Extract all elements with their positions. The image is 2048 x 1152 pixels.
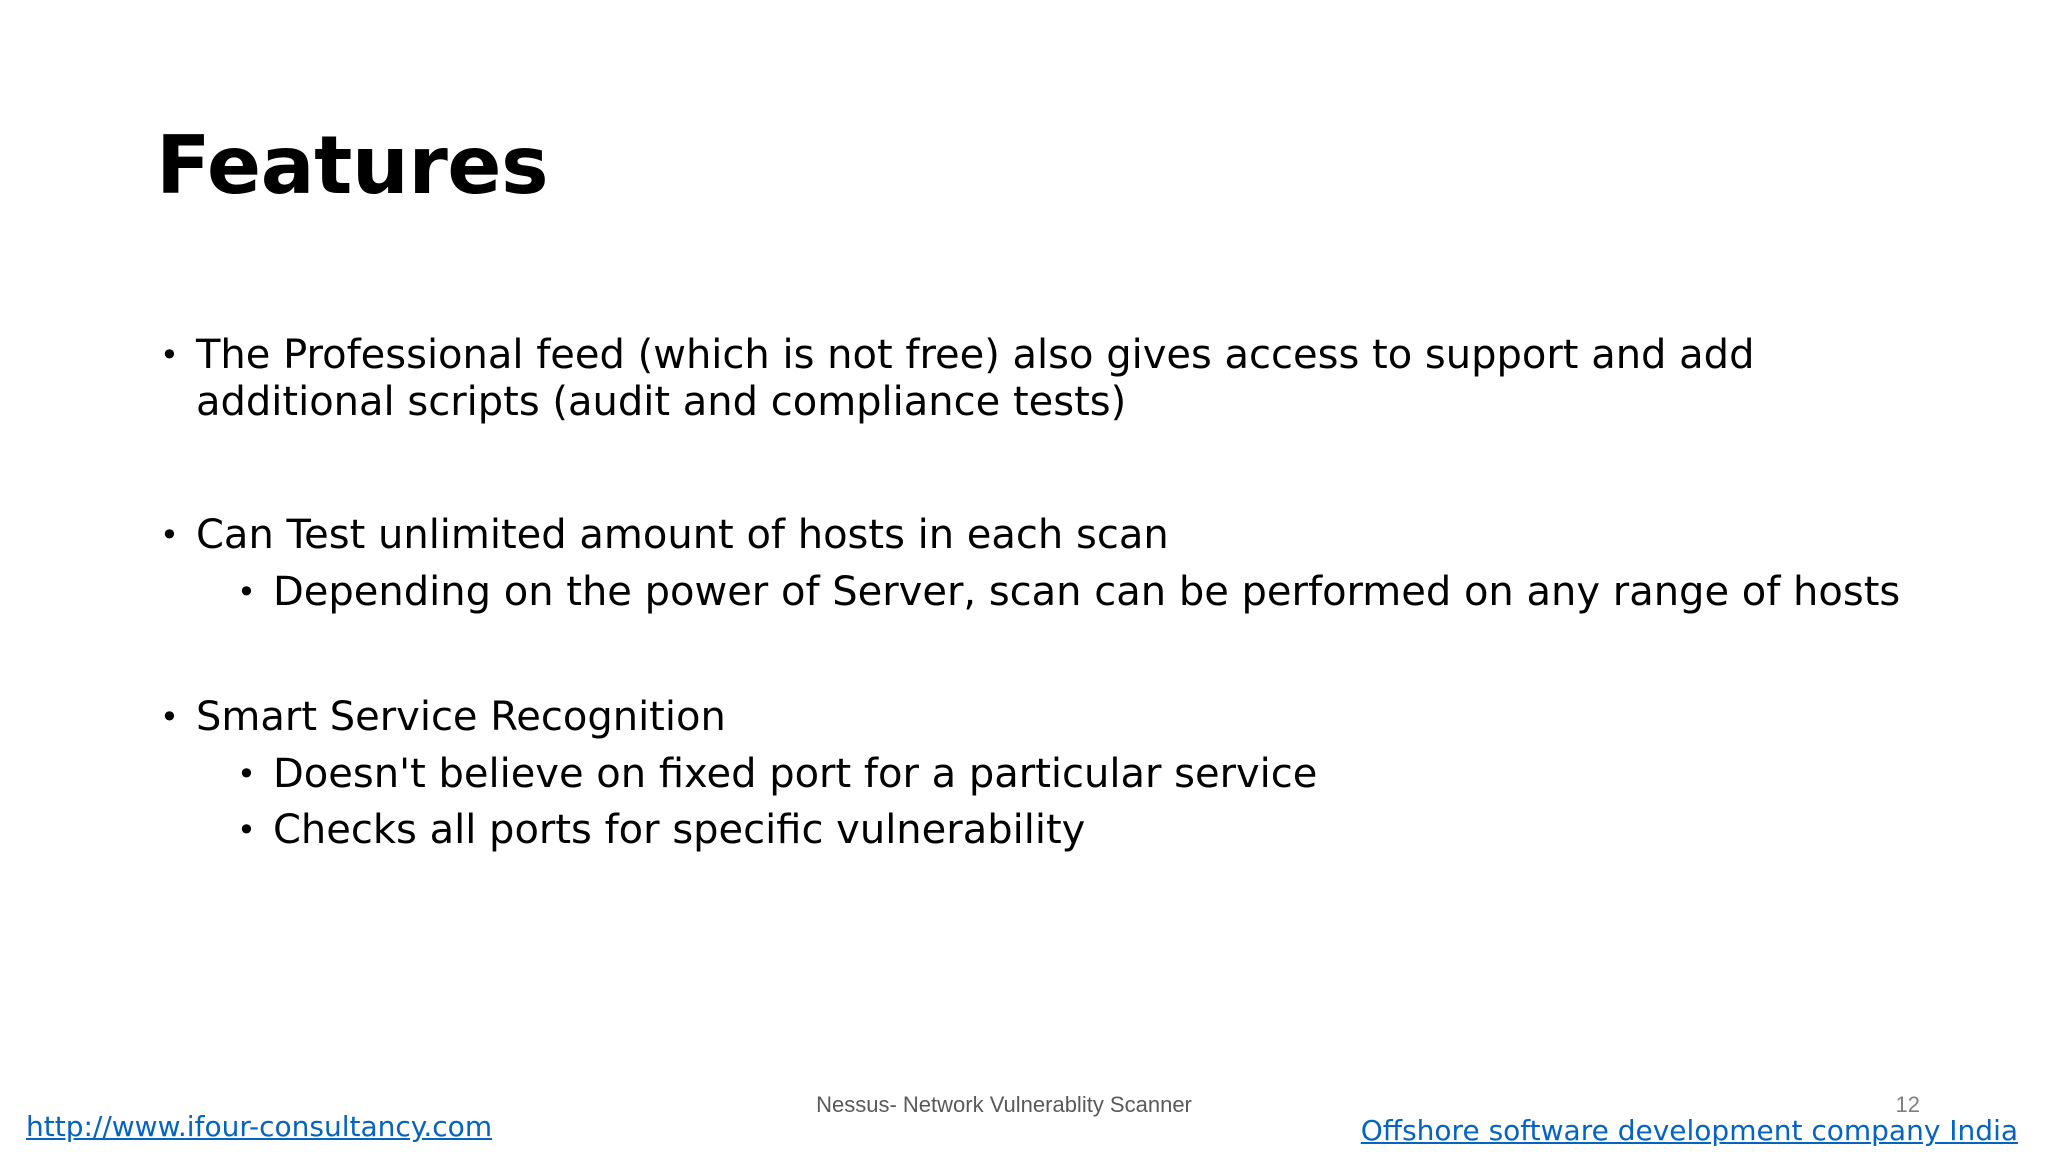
sub-bullet-item	[237, 751, 1913, 798]
bullet-text: Smart Service Recognition	[196, 694, 726, 740]
bullet-dot: •	[160, 698, 179, 736]
sub-bullet-item	[237, 569, 1913, 616]
bullet-dot: •	[237, 755, 256, 793]
sub-bullet-text: Doesn't believe on fixed port for a particular service	[273, 751, 1318, 797]
bullet-item	[160, 332, 1916, 426]
sub-bullet-item	[237, 807, 1913, 854]
website-link[interactable]: http://www.ifour-consultancy.com	[26, 1110, 493, 1143]
bullet-dot: •	[160, 516, 179, 554]
bullet-item	[160, 512, 1916, 559]
footer-title: Nessus- Network Vulnerablity Scanner	[816, 1092, 1192, 1117]
page-number: 12	[1895, 1092, 1920, 1117]
company-link[interactable]: Offshore software development company India	[1360, 1114, 2018, 1147]
bullet-dot: •	[160, 336, 179, 374]
sub-bullet-text: Depending on the power of Server, scan can be performed on any range of hosts	[273, 569, 1901, 615]
bullet-text: Can Test unlimited amount of hosts in each scan	[196, 512, 1169, 558]
sub-bullet-text: Checks all ports for specific vulnerability	[273, 807, 1086, 853]
bullet-text: The Professional feed (which is not free) also gives access to support and add additional scripts (audit and compliance tests)	[196, 332, 1755, 425]
bullet-item	[160, 694, 1916, 741]
slide-title: Features	[156, 119, 549, 212]
bullet-dot: •	[237, 573, 256, 611]
bullet-dot: •	[237, 811, 256, 849]
